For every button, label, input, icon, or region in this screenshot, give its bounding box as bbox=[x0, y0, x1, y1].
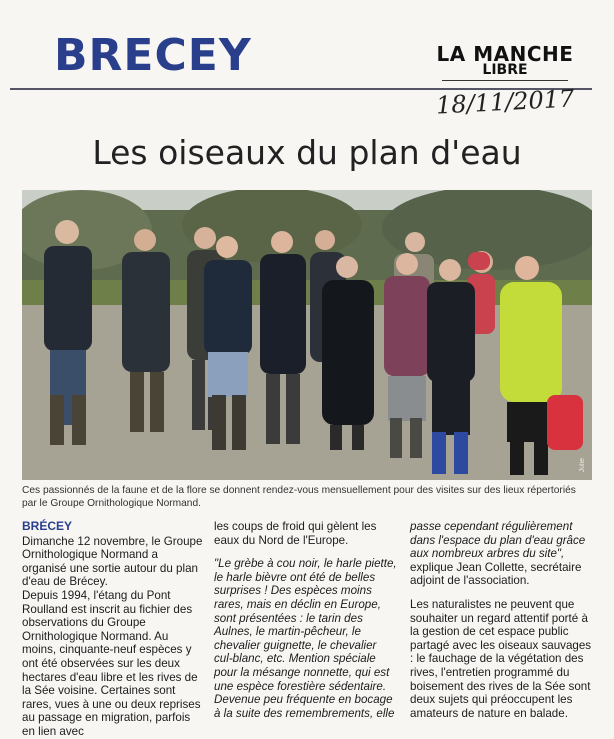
person bbox=[322, 256, 374, 450]
photo-illustration bbox=[22, 190, 592, 480]
publication-name: LA MANCHE bbox=[436, 42, 574, 66]
article-paragraph: explique Jean Collette, secrétaire adjoint de l'association. bbox=[410, 560, 582, 588]
article-quote: passe cependant régulièrement dans l'espace du plan d'eau grâce aux nombreux arbres du site", bbox=[410, 520, 586, 561]
article-paragraph: Dimanche 12 novembre, le Groupe Ornithologique Normand a organisé une sortie autour du plan d'eau de Brécey. bbox=[22, 534, 203, 589]
article-quote: "Le grèbe à cou noir, le harle piette, le harle bièvre ont été de belles surprises ! Des espèces moins rares, mais en déclin en Europe, sont présentées : le tarin des Aulnes, le martin-pêcheur, le chevalier guignette, le chevalier cul-blanc, etc. Mention spéciale pour la mésange nonnette, qui est une espèce forestière sédentaire. Devenue peu fréquente en bocage à la suite des remembrements, elle bbox=[214, 557, 397, 720]
group-photo bbox=[22, 190, 592, 480]
article-column-2 bbox=[214, 520, 398, 720]
article-column-1 bbox=[22, 520, 205, 739]
article-kicker: BRÉCEY bbox=[22, 519, 73, 533]
publication-name-sub: LIBRE bbox=[482, 62, 528, 78]
article-column-3 bbox=[410, 520, 592, 720]
person bbox=[44, 220, 92, 445]
article-paragraph: Les naturalistes ne peuvent que souhaiter un regard attentif porté à la gestion de cet espace public partagé avec les oiseaux sauvages : le fauchage de la végétation des rives, l'entretien programmé du boisement des rives de la Sée sont deux sujets qui préoccupent les amateurs de nature en balade. bbox=[410, 597, 592, 720]
headline: Les oiseaux du plan d'eau bbox=[92, 133, 522, 172]
handwritten-date: 18/11/2017 bbox=[435, 84, 575, 120]
logo-underline bbox=[442, 80, 568, 81]
publication-logo bbox=[430, 42, 580, 78]
article-paragraph: Depuis 1994, l'étang du Pont Roulland est inscrit au fichier des observations du Groupe Ornithologique Normand. Au moins, cinquante-neuf espèces y ont été observées sur les deux hectares d'eau libre et les rives de la Sée voisine. Certaines sont rares, vues à une ou deux reprises au passage en migration, parfois en lien avec bbox=[22, 588, 201, 738]
photo-credit: Julie bbox=[579, 457, 586, 472]
article-paragraph: les coups de froid qui gèlent les eaux du Nord de l'Europe. bbox=[214, 520, 377, 547]
photo-caption: Ces passionnés de la faune et de la flore se donnent rendez-vous mensuellement pour des visites sur des lieux répertoriés par le Groupe Ornithologique Normand. bbox=[22, 485, 576, 509]
section-title: BRECEY bbox=[54, 30, 252, 81]
